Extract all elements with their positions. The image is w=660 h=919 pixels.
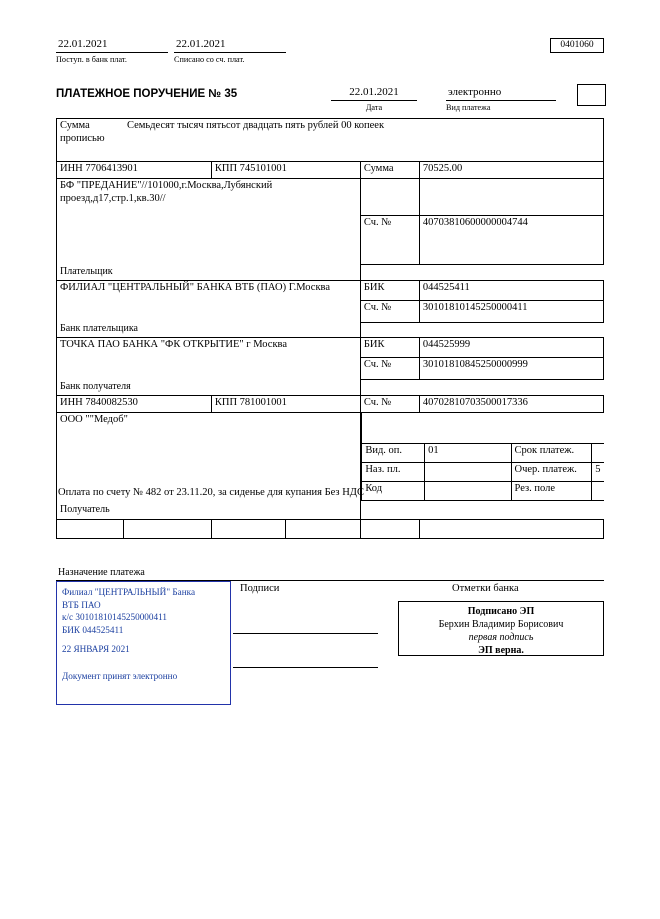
stamp-line-2: ВТБ ПАО [62,599,101,610]
payee-account-label-cell: Сч. № [360,395,419,412]
vid-op-value-cell: 01 [425,444,511,463]
received-date-value: 22.01.2021 [58,38,108,50]
bank-stamp [56,581,231,705]
kod-value-cell [425,481,511,500]
payer-name-cell [57,179,361,265]
payee-bank-name-value: ТОЧКА ПАО БАНКА "ФК ОТКРЫТИЕ" г Москва [60,339,288,350]
vid-op-label-cell: Вид. оп. [362,444,425,463]
payer-bank-caption-cell [57,322,361,338]
operation-row-2 [361,443,603,501]
stamp-spacer-1 [62,636,225,643]
budget-field-2 [124,519,211,538]
main-form-table [56,118,604,539]
payment-kind-block [446,86,556,112]
payee-bank-caption: Банк получателя [60,380,131,392]
stamp-line-1: Филиал "ЦЕНТРАЛЬНЫЙ" Банка [62,587,196,597]
spacer-b [419,265,603,281]
budget-field-5 [360,519,419,538]
payer-account-value-cell: 40703810600000004744 [419,216,603,265]
payee-inn-label: ИНН [60,396,83,408]
amount-value-cell: 70525.00 [419,162,603,179]
payment-kind-value: электронно [448,86,502,98]
payee-name-value: ООО ""Медоб" [60,413,128,425]
payer-inn-label: ИНН [60,163,83,174]
spacer-e [360,380,419,396]
ep-sign-kind: первая подпись [468,632,534,643]
ocher-plat-label-cell: Очер. платеж. [511,462,592,481]
op-row-kod [362,481,604,500]
budget-field-3 [211,519,285,538]
payer-name-value: БФ "ПРЕДАНИЕ"//101000,г.Москва,Лубянский проезд,д17,стр.1,кв.30// [60,180,273,204]
amount-words-value-cell: Семьдесят тысяч пятьсот двадцать пять рублей 00 копеек [124,119,604,162]
page-title: ПЛАТЕЖНОЕ ПОРУЧЕНИЕ № 35 [56,88,238,100]
purpose-text: Оплата по счету № 482 от 23.11.20, за сиденье для купания Без НДС [58,487,364,498]
payee-kpp-cell [211,395,360,412]
signature-line-2 [233,667,378,668]
payee-bank-bic-label-cell: БИК [360,338,419,358]
received-date-caption: Поступ. в банк плат. [56,55,127,64]
ep-verified: ЭП верна. [478,645,524,656]
budget-field-1 [57,519,124,538]
payer-kpp-label: КПП [214,163,238,174]
op-blank-a [361,413,603,444]
naz-pl-label-cell: Наз. пл. [362,462,425,481]
srok-plat-value-cell [592,444,604,463]
stamp-line-3: к/с 30101810145250000411 [62,612,167,622]
payer-bank-name-cell [57,280,361,322]
written-off-date-block [174,38,292,64]
payee-caption-cell [57,503,361,520]
ocher-plat-value-cell: 5 [592,462,604,481]
payee-bank-name-cell [57,338,361,380]
budget-field-6 [419,519,603,538]
payer-name-row [57,179,604,216]
payee-bank-account-value-cell: 30101810845250000999 [419,358,603,380]
payee-bank-bic-value-cell: 044525999 [419,338,603,358]
payee-account-value-cell: 40702810703500017336 [419,395,603,412]
payer-bank-caption: Банк плательщика [60,323,138,334]
payer-bank-bic-label-cell: БИК [360,280,419,300]
ep-name: Берхин Владимир Борисович [438,619,564,630]
op-row-vidop [362,444,604,463]
payer-caption-cell [57,265,361,281]
payer-account-label-cell: Сч. № [360,216,419,265]
bank-marks-label: Отметки банка [452,583,519,594]
op-grid [361,444,603,501]
document-date-block [331,86,417,112]
payer-bank-name-value: ФИЛИАЛ "ЦЕНТРАЛЬНЫЙ" БАНКА ВТБ (ПАО) Г.Москва [60,281,331,293]
operation-row-1 [361,413,603,444]
amount-words-row [57,119,604,162]
title-row [56,88,604,114]
purpose-caption: Назначение платежа [58,567,145,578]
payee-kpp-label: КПП [214,396,238,408]
naz-pl-value-cell [425,462,511,481]
stamp-line-4: БИК 044525411 [62,624,124,635]
srok-plat-label-cell: Срок платеж. [511,444,592,463]
payment-kind-caption: Вид платежа [446,103,491,112]
top-dates-area [56,38,604,64]
payee-bank-name-row [57,338,604,358]
payee-inn-cell [57,395,212,412]
payer-caption: Плательщик [60,265,113,277]
payer-caption-row [57,265,604,281]
stamp-line-5: 22 ЯНВАРЯ 2021 [62,644,130,654]
payee-caption: Получатель [60,503,110,515]
payee-bank-account-label-cell: Сч. № [360,358,419,380]
payer-kpp-cell [211,162,360,179]
received-date-block [56,38,174,64]
payer-inn-cell [57,162,212,179]
rez-pole-value-cell [592,481,604,500]
signature-line-1 [233,633,378,634]
spacer-c [360,322,419,338]
payee-bank-caption-cell [57,380,361,396]
payee-caption-row [57,503,604,520]
op-grid-cell [361,443,603,501]
stamp-line-6: Документ принят электронно [62,670,178,681]
amount-words-label-cell [57,119,124,162]
written-off-date-caption: Списано со сч. плат. [174,55,245,64]
payee-inn-value: 7840082530 [85,396,138,408]
payment-kind-box [577,84,606,106]
operation-details-cell [360,412,603,501]
ep-title: Подписано ЭП [467,606,535,617]
spacer-d [419,322,603,338]
payer-bank-account-label-cell: Сч. № [360,300,419,322]
document-date-value: 22.01.2021 [349,86,399,98]
payee-kpp-value: 781001001 [239,396,287,408]
payer-bank-name-row [57,280,604,300]
payer-account-value-pad [419,179,603,216]
payer-kpp-value: 745101001 [239,163,287,174]
payee-bank-caption-row [57,380,604,396]
signatures-label: Подписи [240,583,280,594]
spacer-f [419,380,603,396]
stamp-spacer-2 [62,656,225,663]
payer-inn-row [57,162,604,179]
electronic-signature-box [398,601,604,656]
kod-label-cell: Код [362,481,425,500]
document-date-caption: Дата [365,103,383,112]
op-row-nazpl [362,462,604,481]
payer-account-label-pad [360,179,419,216]
payee-inn-row [57,395,604,412]
payer-bank-account-value-cell: 30101810145250000411 [419,300,603,322]
payer-inn-value: 7706413901 [85,163,138,174]
amount-words-label-line1: Сумма [60,120,90,131]
operation-details-table [361,413,604,501]
stamp-spacer-3 [62,663,225,670]
form-code: 0401060 [550,38,604,53]
payer-bank-caption-row [57,322,604,338]
amount-words-label-line2: прописью [60,132,105,144]
budget-fields-row [57,519,604,538]
payer-bank-bic-value-cell: 044525411 [419,280,603,300]
written-off-date-value: 22.01.2021 [176,38,226,50]
budget-spacer-cell [360,503,603,520]
rez-pole-label-cell: Рез. поле [511,481,592,500]
budget-field-4 [286,519,360,538]
spacer-a [360,265,419,281]
amount-label-cell: Сумма [360,162,419,179]
